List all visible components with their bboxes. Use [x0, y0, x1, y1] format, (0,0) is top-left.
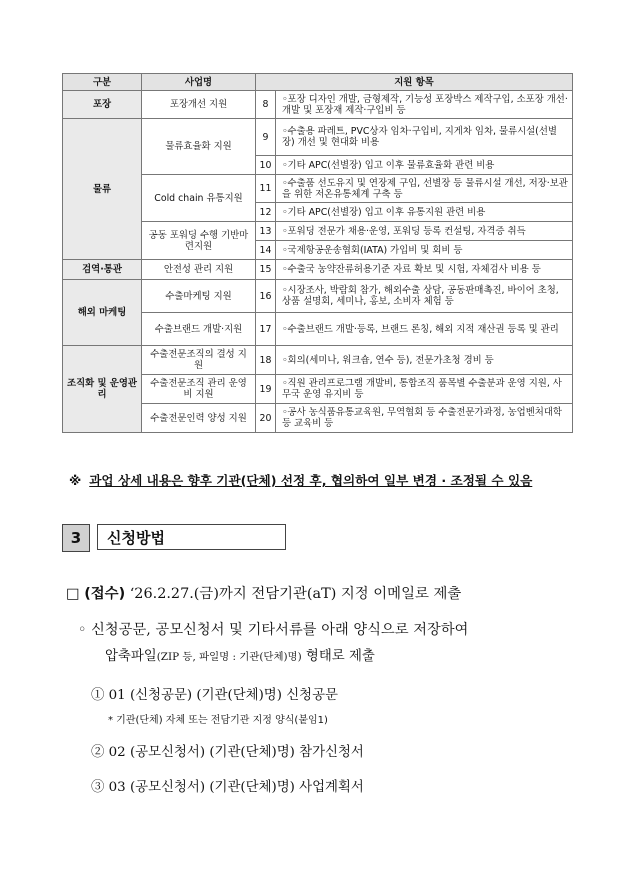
table-row [63, 91, 573, 119]
file-item-3: ③ 03 (공모신청서) (기관(단체)명) 사업계획서 [91, 780, 364, 795]
item-number: 19 [256, 375, 276, 404]
business-cell: 안전성 관리 지원 [142, 260, 256, 280]
business-cell: 물류효율화 지원 [142, 119, 256, 175]
submit-line-2 [105, 645, 375, 664]
item-number: 12 [256, 203, 276, 222]
business-cell: 수출마케팅 지원 [142, 280, 256, 313]
item-cell: ◦공사 농식품유통교육원, 무역협회 등 수출전문가과정, 농업벤처대학 등 교육비 등 [276, 404, 573, 433]
section-number: 3 [62, 524, 90, 552]
section-title: 신청방법 [97, 524, 286, 550]
item-number: 9 [256, 119, 276, 156]
item-cell: ◦회의(세미나, 워크숍, 연수 등), 전문가초청 경비 등 [276, 346, 573, 375]
table-row [63, 280, 573, 313]
category-cell: 조직화 및 운영관리 [63, 346, 142, 433]
submit-line-2-b: 형태로 제출 [301, 649, 375, 664]
reference-mark-icon: ※ [69, 473, 82, 488]
receipt-text: ‘26.2.27.(금)까지 전담기관(aT) 지정 이메일로 제출 [125, 586, 462, 602]
business-cell: 수출전문조직 관리 운영비 지원 [142, 375, 256, 404]
item-cell: ◦포장 디자인 개발, 금형제작, 기능성 포장박스 제작구입, 소포장 개선·개발 및 포장재 제작·구입비 등 [276, 91, 573, 119]
filename-rule: (ZIP 등, 파일명 : 기관(단체)명) [156, 651, 302, 663]
receipt-label: (접수) [84, 586, 126, 602]
item-number: 17 [256, 313, 276, 346]
business-cell: 수출전문조직의 결성 지원 [142, 346, 256, 375]
notice-text: 과업 상세 내용은 향후 기관(단체) 선정 후, 협의하여 일부 변경 · 조정될 수 있음 [89, 473, 533, 488]
table-row [63, 260, 573, 280]
item-cell: ◦수출품 선도유지 및 연장제 구입, 선별장 등 물류시설 개선, 저장·보관을 위한 저온유통체계 구축 등 [276, 175, 573, 203]
category-cell: 포장 [63, 91, 142, 119]
item-number: 8 [256, 91, 276, 119]
checkbox-square-icon: □ [66, 586, 80, 602]
item-cell: ◦기타 APC(선별장) 입고 이후 유통지원 관련 비용 [276, 203, 573, 222]
receipt-line [66, 582, 461, 603]
item-number: 20 [256, 404, 276, 433]
header-business: 사업명 [142, 74, 256, 91]
item-number: 10 [256, 156, 276, 175]
business-cell: Cold chain 유통지원 [142, 175, 256, 222]
business-cell: 수출전문인력 양성 지원 [142, 404, 256, 433]
category-cell: 해외 마케팅 [63, 280, 142, 346]
support-items-table [62, 73, 573, 433]
table-row [63, 119, 573, 156]
file-item-2: ② 02 (공모신청서) (기관(단체)명) 참가신청서 [91, 745, 364, 760]
submit-line-2-a: 압축파일 [105, 649, 157, 664]
item-number: 14 [256, 241, 276, 260]
header-items: 지원 항목 [256, 74, 573, 91]
item-number: 18 [256, 346, 276, 375]
item-number: 13 [256, 222, 276, 241]
item-cell: ◦수출브랜드 개발·등록, 브랜드 론칭, 해외 지적 재산권 등록 및 관리 [276, 313, 573, 346]
item-number: 15 [256, 260, 276, 280]
business-cell: 공동 포워딩 수행 기반마련지원 [142, 222, 256, 260]
business-cell: 수출브랜드 개발·지원 [142, 313, 256, 346]
item-cell: ◦포워딩 전문가 채용·운영, 포워딩 등록 컨설팅, 자격증 취득 [276, 222, 573, 241]
table-header-row [63, 74, 573, 91]
item-number: 16 [256, 280, 276, 313]
business-cell: 포장개선 지원 [142, 91, 256, 119]
item-cell: ◦수출국 농약잔류허용기준 자료 확보 및 시험, 자체검사 비용 등 [276, 260, 573, 280]
adjustment-notice [69, 470, 532, 489]
item-cell: ◦수출용 파레트, PVC상자 임차·구입비, 지게차 임차, 물류시설(선별장) 개선 및 현대화 비용 [276, 119, 573, 156]
item-cell: ◦직원 관리프로그램 개발비, 통합조직 품목별 수출분과 운영 지원, 사무국 운영 유지비 등 [276, 375, 573, 404]
submit-line-1: ◦ 신청공문, 공모신청서 및 기타서류를 아래 양식으로 저장하여 [78, 622, 469, 638]
header-category: 구분 [63, 74, 142, 91]
item-number: 11 [256, 175, 276, 203]
table-row [63, 346, 573, 375]
item-cell: ◦시장조사, 박람회 참가, 해외수출 상담, 공동판매촉진, 바이어 초청, 상품 설명회, 세미나, 홍보, 소비자 체험 등 [276, 280, 573, 313]
category-cell: 검역·통관 [63, 260, 142, 280]
file-item-1: ① 01 (신청공문) (기관(단체)명) 신청공문 [91, 688, 338, 703]
item-cell: ◦국제항공운송협회(IATA) 가입비 및 회비 등 [276, 241, 573, 260]
category-cell: 물류 [63, 119, 142, 260]
item-cell: ◦기타 APC(선별장) 입고 이후 물류효율화 관련 비용 [276, 156, 573, 175]
file-item-1-note: * 기관(단체) 자체 또는 전담기관 지정 양식(붙임1) [108, 715, 328, 726]
